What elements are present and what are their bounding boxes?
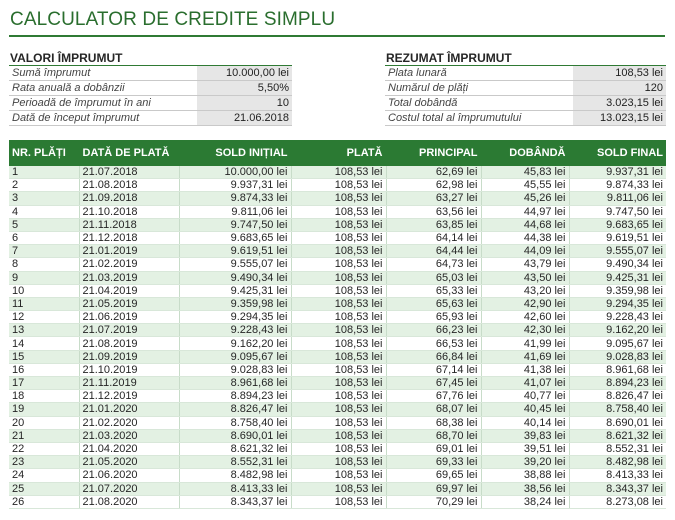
table-row [9, 311, 666, 324]
cell-payment-date[interactable]: 21.07.2019 [79, 324, 179, 337]
cell-payment-number[interactable]: 14 [9, 337, 79, 350]
cell-interest[interactable]: 42,30 lei [481, 324, 569, 337]
table-row [9, 377, 666, 390]
loan-summary-table [385, 66, 666, 126]
cell-payment-date[interactable]: 21.12.2018 [79, 231, 179, 244]
cell-payment[interactable]: 108,53 lei [291, 258, 386, 271]
cell-opening-balance[interactable]: 8.758,40 lei [179, 416, 291, 429]
cell-closing-balance[interactable]: 9.095,67 lei [569, 337, 666, 350]
cell-payment-number[interactable]: 9 [9, 271, 79, 284]
cell-payment[interactable]: 108,53 lei [291, 495, 386, 508]
cell-payment-date[interactable]: 21.11.2018 [79, 218, 179, 231]
cell-closing-balance[interactable]: 9.359,98 lei [569, 284, 666, 297]
cell-opening-balance[interactable]: 9.095,67 lei [179, 350, 291, 363]
cell-closing-balance[interactable]: 8.413,33 lei [569, 469, 666, 482]
cell-closing-balance[interactable]: 8.343,37 lei [569, 482, 666, 495]
cell-payment-date[interactable]: 21.07.2018 [79, 166, 179, 179]
cell-opening-balance[interactable]: 9.294,35 lei [179, 311, 291, 324]
cell-payment-date[interactable]: 21.09.2018 [79, 192, 179, 205]
cell-payment[interactable]: 108,53 lei [291, 271, 386, 284]
cell-payment-date[interactable]: 21.05.2020 [79, 456, 179, 469]
table-row [9, 245, 666, 258]
cell-opening-balance[interactable]: 9.490,34 lei [179, 271, 291, 284]
cell-opening-balance[interactable]: 9.359,98 lei [179, 297, 291, 310]
table-row [9, 482, 666, 495]
cell-payment[interactable]: 108,53 lei [291, 192, 386, 205]
cell-opening-balance[interactable]: 8.413,33 lei [179, 482, 291, 495]
cell-payment-date[interactable]: 21.06.2020 [79, 469, 179, 482]
cell-interest[interactable]: 44,09 lei [481, 245, 569, 258]
cell-opening-balance[interactable]: 9.425,31 lei [179, 284, 291, 297]
cell-opening-balance[interactable]: 9.937,31 lei [179, 179, 291, 192]
loan-value-label: Dată de început împrumut [9, 111, 197, 126]
loan-value-value-cell[interactable]: 21.06.2018 [197, 111, 292, 126]
cell-payment-number[interactable]: 19 [9, 403, 79, 416]
loan-value-row [9, 66, 292, 81]
cell-payment[interactable]: 108,53 lei [291, 179, 386, 192]
cell-closing-balance[interactable]: 8.273,08 lei [569, 495, 666, 508]
cell-opening-balance[interactable]: 9.683,65 lei [179, 231, 291, 244]
title-divider [9, 35, 665, 37]
cell-principal[interactable]: 68,07 lei [386, 403, 481, 416]
cell-opening-balance[interactable]: 8.826,47 lei [179, 403, 291, 416]
cell-closing-balance[interactable]: 9.555,07 lei [569, 245, 666, 258]
table-row [9, 179, 666, 192]
cell-opening-balance[interactable]: 8.343,37 lei [179, 495, 291, 508]
cell-payment-date[interactable]: 21.03.2019 [79, 271, 179, 284]
cell-closing-balance[interactable]: 9.811,06 lei [569, 192, 666, 205]
cell-payment[interactable]: 108,53 lei [291, 390, 386, 403]
cell-closing-balance[interactable]: 8.690,01 lei [569, 416, 666, 429]
loan-value-label: Perioadă de împrumut în ani [9, 96, 197, 111]
loan-summary-label: Numărul de plăți [385, 81, 573, 96]
cell-interest[interactable]: 41,69 lei [481, 350, 569, 363]
loan-summary-heading: REZUMAT ÎMPRUMUT [386, 51, 512, 65]
cell-payment-date[interactable]: 21.08.2019 [79, 337, 179, 350]
table-row [9, 231, 666, 244]
cell-payment[interactable]: 108,53 lei [291, 311, 386, 324]
loan-values-table [9, 66, 292, 126]
cell-opening-balance[interactable]: 9.811,06 lei [179, 205, 291, 218]
cell-payment[interactable]: 108,53 lei [291, 456, 386, 469]
cell-principal[interactable]: 62,98 lei [386, 179, 481, 192]
cell-closing-balance[interactable]: 8.961,68 lei [569, 363, 666, 376]
cell-closing-balance[interactable]: 9.937,31 lei [569, 166, 666, 179]
cell-closing-balance[interactable]: 9.425,31 lei [569, 271, 666, 284]
loan-summary-value-cell[interactable]: 13.023,15 lei [573, 111, 666, 126]
cell-principal[interactable]: 68,70 lei [386, 429, 481, 442]
cell-closing-balance[interactable]: 9.619,51 lei [569, 231, 666, 244]
cell-principal[interactable]: 63,56 lei [386, 205, 481, 218]
cell-closing-balance[interactable]: 9.747,50 lei [569, 205, 666, 218]
table-row [9, 442, 666, 455]
cell-opening-balance[interactable]: 8.690,01 lei [179, 429, 291, 442]
cell-principal[interactable]: 69,97 lei [386, 482, 481, 495]
cell-interest[interactable]: 42,90 lei [481, 297, 569, 310]
cell-payment-date[interactable]: 21.07.2020 [79, 482, 179, 495]
cell-interest[interactable]: 42,60 lei [481, 311, 569, 324]
cell-closing-balance[interactable]: 8.826,47 lei [569, 390, 666, 403]
cell-principal[interactable]: 68,38 lei [386, 416, 481, 429]
cell-opening-balance[interactable]: 9.028,83 lei [179, 363, 291, 376]
cell-principal[interactable]: 65,63 lei [386, 297, 481, 310]
cell-payment-number[interactable]: 12 [9, 311, 79, 324]
cell-interest[interactable]: 44,97 lei [481, 205, 569, 218]
loan-value-value-cell[interactable]: 5,50% [197, 81, 292, 96]
table-row [9, 166, 666, 179]
cell-interest[interactable]: 40,45 lei [481, 403, 569, 416]
cell-payment[interactable]: 108,53 lei [291, 337, 386, 350]
cell-closing-balance[interactable]: 8.482,98 lei [569, 456, 666, 469]
table-row [9, 350, 666, 363]
cell-interest[interactable]: 38,24 lei [481, 495, 569, 508]
cell-payment-number[interactable]: 21 [9, 429, 79, 442]
cell-interest[interactable]: 41,38 lei [481, 363, 569, 376]
cell-payment[interactable]: 108,53 lei [291, 245, 386, 258]
cell-opening-balance[interactable]: 9.619,51 lei [179, 245, 291, 258]
cell-closing-balance[interactable]: 9.294,35 lei [569, 297, 666, 310]
cell-payment-number[interactable]: 22 [9, 442, 79, 455]
table-row [9, 258, 666, 271]
table-header-row [9, 140, 666, 166]
cell-interest[interactable]: 41,07 lei [481, 377, 569, 390]
cell-opening-balance[interactable]: 9.228,43 lei [179, 324, 291, 337]
cell-payment-date[interactable]: 21.08.2020 [79, 495, 179, 508]
cell-interest[interactable]: 38,56 lei [481, 482, 569, 495]
loan-value-row [9, 81, 292, 96]
cell-opening-balance[interactable]: 8.894,23 lei [179, 390, 291, 403]
cell-interest[interactable]: 41,99 lei [481, 337, 569, 350]
cell-payment-date[interactable]: 21.10.2018 [79, 205, 179, 218]
cell-payment-date[interactable]: 21.01.2020 [79, 403, 179, 416]
loan-summary-row [385, 96, 666, 111]
cell-payment[interactable]: 108,53 lei [291, 469, 386, 482]
cell-interest[interactable]: 43,20 lei [481, 284, 569, 297]
cell-opening-balance[interactable]: 9.874,33 lei [179, 192, 291, 205]
cell-closing-balance[interactable]: 9.683,65 lei [569, 218, 666, 231]
table-row [9, 324, 666, 337]
col-header-payment[interactable]: PLATĂ [291, 140, 386, 166]
cell-payment-date[interactable]: 21.02.2019 [79, 258, 179, 271]
cell-payment[interactable]: 108,53 lei [291, 442, 386, 455]
cell-payment[interactable]: 108,53 lei [291, 324, 386, 337]
cell-closing-balance[interactable]: 8.552,31 lei [569, 442, 666, 455]
col-header-opening-balance[interactable]: SOLD INIȚIAL [179, 140, 291, 166]
cell-principal[interactable]: 70,29 lei [386, 495, 481, 508]
col-header-interest[interactable]: DOBÂNDĂ [481, 140, 569, 166]
cell-principal[interactable]: 66,84 lei [386, 350, 481, 363]
cell-payment[interactable]: 108,53 lei [291, 363, 386, 376]
cell-principal[interactable]: 64,73 lei [386, 258, 481, 271]
cell-payment-number[interactable]: 2 [9, 179, 79, 192]
cell-opening-balance[interactable]: 8.961,68 lei [179, 377, 291, 390]
cell-principal[interactable]: 65,93 lei [386, 311, 481, 324]
cell-interest[interactable]: 45,83 lei [481, 166, 569, 179]
cell-payment[interactable]: 108,53 lei [291, 231, 386, 244]
cell-closing-balance[interactable]: 8.621,32 lei [569, 429, 666, 442]
cell-payment[interactable]: 108,53 lei [291, 166, 386, 179]
cell-payment[interactable]: 108,53 lei [291, 284, 386, 297]
cell-interest[interactable]: 40,77 lei [481, 390, 569, 403]
cell-interest[interactable]: 39,83 lei [481, 429, 569, 442]
cell-payment-number[interactable]: 3 [9, 192, 79, 205]
loan-value-label: Rata anuală a dobânzii [9, 81, 197, 96]
loan-value-row [9, 96, 292, 111]
cell-payment-number[interactable]: 13 [9, 324, 79, 337]
cell-interest[interactable]: 45,26 lei [481, 192, 569, 205]
cell-payment-date[interactable]: 21.05.2019 [79, 297, 179, 310]
cell-payment-number[interactable]: 18 [9, 390, 79, 403]
cell-principal[interactable]: 65,33 lei [386, 284, 481, 297]
cell-principal[interactable]: 66,23 lei [386, 324, 481, 337]
cell-principal[interactable]: 64,14 lei [386, 231, 481, 244]
cell-payment[interactable]: 108,53 lei [291, 218, 386, 231]
cell-payment-number[interactable]: 25 [9, 482, 79, 495]
cell-payment[interactable]: 108,53 lei [291, 403, 386, 416]
cell-principal[interactable]: 67,76 lei [386, 390, 481, 403]
cell-payment-date[interactable]: 21.09.2019 [79, 350, 179, 363]
loan-summary-label: Total dobândă [385, 96, 573, 111]
cell-payment-date[interactable]: 21.12.2019 [79, 390, 179, 403]
cell-payment[interactable]: 108,53 lei [291, 350, 386, 363]
col-header-payment-number[interactable]: NR. PLĂȚI [9, 140, 79, 166]
cell-payment-number[interactable]: 7 [9, 245, 79, 258]
table-row [9, 429, 666, 442]
cell-opening-balance[interactable]: 8.621,32 lei [179, 442, 291, 455]
cell-interest[interactable]: 39,20 lei [481, 456, 569, 469]
table-row [9, 337, 666, 350]
loan-summary-value-cell[interactable]: 108,53 lei [573, 66, 666, 81]
cell-payment[interactable]: 108,53 lei [291, 482, 386, 495]
table-row [9, 416, 666, 429]
cell-closing-balance[interactable]: 9.490,34 lei [569, 258, 666, 271]
cell-principal[interactable]: 69,65 lei [386, 469, 481, 482]
cell-payment-number[interactable]: 11 [9, 297, 79, 310]
loan-summary-row [385, 66, 666, 81]
table-row [9, 495, 666, 508]
cell-payment-number[interactable]: 5 [9, 218, 79, 231]
cell-payment-date[interactable]: 21.06.2019 [79, 311, 179, 324]
cell-closing-balance[interactable]: 8.758,40 lei [569, 403, 666, 416]
cell-payment-number[interactable]: 8 [9, 258, 79, 271]
loan-value-value-cell[interactable]: 10 [197, 96, 292, 111]
cell-interest[interactable]: 43,50 lei [481, 271, 569, 284]
cell-payment-date[interactable]: 21.10.2019 [79, 363, 179, 376]
loan-summary-value-cell[interactable]: 120 [573, 81, 666, 96]
cell-opening-balance[interactable]: 8.552,31 lei [179, 456, 291, 469]
cell-principal[interactable]: 67,45 lei [386, 377, 481, 390]
cell-payment-number[interactable]: 4 [9, 205, 79, 218]
cell-payment[interactable]: 108,53 lei [291, 205, 386, 218]
cell-payment-date[interactable]: 21.03.2020 [79, 429, 179, 442]
cell-payment[interactable]: 108,53 lei [291, 416, 386, 429]
cell-payment-date[interactable]: 21.08.2018 [79, 179, 179, 192]
cell-payment-date[interactable]: 21.04.2019 [79, 284, 179, 297]
col-header-closing-balance[interactable]: SOLD FINAL [569, 140, 666, 166]
cell-opening-balance[interactable]: 9.747,50 lei [179, 218, 291, 231]
cell-opening-balance[interactable]: 10.000,00 lei [179, 166, 291, 179]
cell-principal[interactable]: 69,33 lei [386, 456, 481, 469]
loan-summary-row [385, 111, 666, 126]
cell-payment-number[interactable]: 17 [9, 377, 79, 390]
cell-opening-balance[interactable]: 9.162,20 lei [179, 337, 291, 350]
col-header-payment-date[interactable]: DATĂ DE PLATĂ [79, 140, 179, 166]
cell-payment-date[interactable]: 21.11.2019 [79, 377, 179, 390]
table-row [9, 271, 666, 284]
cell-opening-balance[interactable]: 8.482,98 lei [179, 469, 291, 482]
cell-payment-number[interactable]: 10 [9, 284, 79, 297]
loan-summary-value-cell[interactable]: 3.023,15 lei [573, 96, 666, 111]
loan-value-label: Sumă împrumut [9, 66, 197, 81]
cell-interest[interactable]: 40,14 lei [481, 416, 569, 429]
loan-summary-row [385, 81, 666, 96]
cell-payment-date[interactable]: 21.04.2020 [79, 442, 179, 455]
cell-payment-number[interactable]: 15 [9, 350, 79, 363]
page-title: CALCULATOR DE CREDITE SIMPLU [10, 9, 336, 30]
loan-summary-label: Costul total al împrumutului [385, 111, 573, 126]
cell-payment[interactable]: 108,53 lei [291, 377, 386, 390]
cell-payment-date[interactable]: 21.02.2020 [79, 416, 179, 429]
loan-value-value-cell[interactable]: 10.000,00 lei [197, 66, 292, 81]
table-row [9, 205, 666, 218]
cell-payment[interactable]: 108,53 lei [291, 297, 386, 310]
table-row [9, 403, 666, 416]
loan-values-heading: VALORI ÎMPRUMUT [10, 51, 123, 65]
cell-interest[interactable]: 39,51 lei [481, 442, 569, 455]
cell-payment-number[interactable]: 16 [9, 363, 79, 376]
loan-summary-label: Plata lunară [385, 66, 573, 81]
cell-payment-number[interactable]: 23 [9, 456, 79, 469]
table-row [9, 390, 666, 403]
table-row [9, 469, 666, 482]
cell-principal[interactable]: 62,69 lei [386, 166, 481, 179]
table-row [9, 192, 666, 205]
cell-payment-number[interactable]: 1 [9, 166, 79, 179]
cell-payment-number[interactable]: 26 [9, 495, 79, 508]
cell-payment-number[interactable]: 20 [9, 416, 79, 429]
cell-closing-balance[interactable]: 8.894,23 lei [569, 377, 666, 390]
cell-payment-number[interactable]: 24 [9, 469, 79, 482]
cell-interest[interactable]: 43,79 lei [481, 258, 569, 271]
cell-payment-number[interactable]: 6 [9, 231, 79, 244]
cell-closing-balance[interactable]: 9.028,83 lei [569, 350, 666, 363]
cell-interest[interactable]: 38,88 lei [481, 469, 569, 482]
cell-principal[interactable]: 64,44 lei [386, 245, 481, 258]
table-row [9, 218, 666, 231]
cell-principal[interactable]: 63,85 lei [386, 218, 481, 231]
table-row [9, 297, 666, 310]
cell-principal[interactable]: 63,27 lei [386, 192, 481, 205]
table-row [9, 363, 666, 376]
cell-closing-balance[interactable]: 9.874,33 lei [569, 179, 666, 192]
cell-interest[interactable]: 44,68 lei [481, 218, 569, 231]
cell-interest[interactable]: 45,55 lei [481, 179, 569, 192]
amortization-table [9, 140, 666, 509]
cell-opening-balance[interactable]: 9.555,07 lei [179, 258, 291, 271]
cell-interest[interactable]: 44,38 lei [481, 231, 569, 244]
cell-principal[interactable]: 69,01 lei [386, 442, 481, 455]
cell-principal[interactable]: 65,03 lei [386, 271, 481, 284]
cell-payment[interactable]: 108,53 lei [291, 429, 386, 442]
cell-payment-date[interactable]: 21.01.2019 [79, 245, 179, 258]
cell-closing-balance[interactable]: 9.228,43 lei [569, 311, 666, 324]
cell-closing-balance[interactable]: 9.162,20 lei [569, 324, 666, 337]
table-row [9, 284, 666, 297]
cell-principal[interactable]: 67,14 lei [386, 363, 481, 376]
loan-value-row [9, 111, 292, 126]
cell-principal[interactable]: 66,53 lei [386, 337, 481, 350]
col-header-principal[interactable]: PRINCIPAL [386, 140, 481, 166]
table-row [9, 456, 666, 469]
